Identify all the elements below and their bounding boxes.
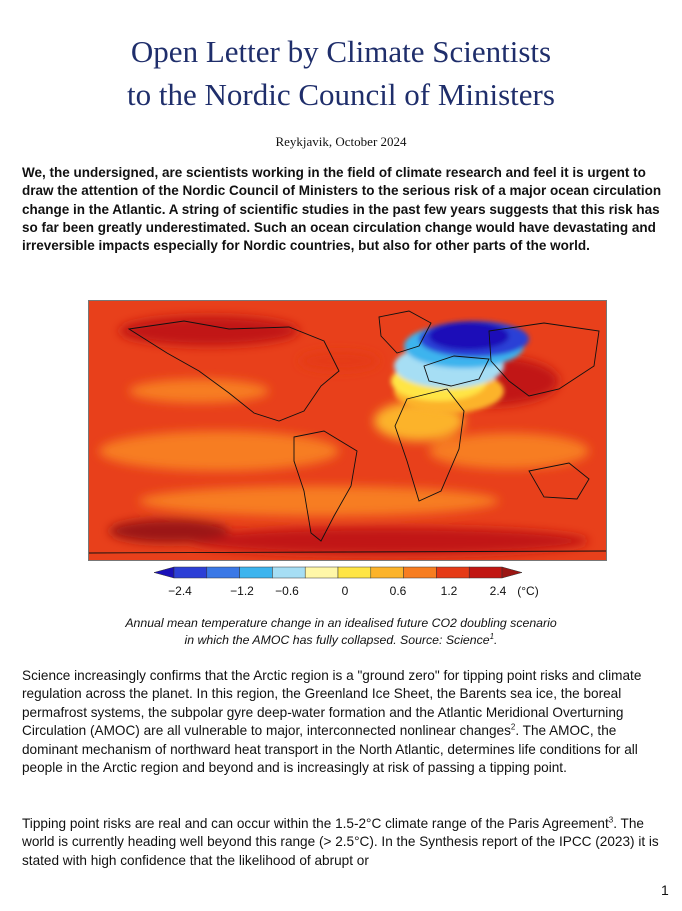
colorbar-tick-label: 0 xyxy=(341,584,349,598)
paragraph-1-text-cont: . The AMOC, the dominant mechanism of northward heat transport in the North Atlantic, determines life conditions for all people in the Arctic region and beyond and is increasingly at risk of passing a tipping point. xyxy=(22,723,638,776)
page-title xyxy=(0,30,682,116)
caption-footnote-ref[interactable]: 1 xyxy=(489,631,495,641)
colorbar-tick-label: −1.2 xyxy=(230,584,254,598)
dateline: Reykjavik, October 2024 xyxy=(275,134,407,149)
colorbar-tick-label: 0.6 xyxy=(389,584,407,598)
colorbar-unit-label: (°C) xyxy=(517,584,539,598)
paragraph-2-text-cont: . The world is currently heading well beyond this range (> 2.5°C). In the Synthesis report of the IPCC (2023) it is stated with high confidence that the likelihood of abrupt or xyxy=(22,816,659,868)
colorbar-swatch xyxy=(240,567,273,578)
caption-line-1: Annual mean temperature change in an idealised future CO2 doubling scenario xyxy=(125,616,557,630)
colorbar-swatch xyxy=(502,567,522,578)
paragraph-1-text: Science increasingly confirms that the Arctic region is a "ground zero" for tipping point risks and climate regulation across the planet. In this region, the Greenland Ice Sheet, the Barents sea ice, the boreal permafrost systems, the subpolar gyre deep-water formation and the Atlantic Meridional Overturning Circulation (AMOC) are all vulnerable to major, interconnected nonlinear changes xyxy=(22,668,642,739)
footnote-ref-3[interactable]: 3 xyxy=(608,815,614,825)
colorbar-swatch xyxy=(154,567,174,578)
caption-line-2-text: in which the AMOC has fully collapsed. Source: Science xyxy=(184,633,490,647)
colorbar-swatch xyxy=(174,567,207,578)
colorbar-swatch xyxy=(207,567,240,578)
caption-line-2-suffix: . xyxy=(494,633,498,647)
intro-paragraph: We, the undersigned, are scientists working in the field of climate research and feel it is urgent to draw the attention of the Nordic Council of Ministers to the serious risk of a major ocean circulation change in the Atlantic. A string of scientific studies in the past few years suggests that this risk has so far been greatly underestimated. Such an ocean circulation change would have devastating and irreversible impacts especially for Nordic countries, but also for other parts of the world. xyxy=(22,165,662,254)
colorbar-swatch xyxy=(305,567,338,578)
page-number: 1 xyxy=(661,882,669,898)
temperature-map-figure xyxy=(88,300,607,561)
caption-line-2 xyxy=(0,632,682,649)
colorbar xyxy=(152,565,552,605)
colorbar-swatch xyxy=(404,567,437,578)
paragraph-2-text: Tipping point risks are real and can occur within the 1.5-2°C climate range of the Paris Agreement xyxy=(22,816,609,831)
colorbar-tick-label: 2.4 xyxy=(489,584,507,598)
colorbar-tick-label: −2.4 xyxy=(168,584,192,598)
colorbar-tick-label: 1.2 xyxy=(440,584,458,598)
title-line-2: to the Nordic Council of Ministers xyxy=(127,77,555,112)
title-line-1: Open Letter by Climate Scientists xyxy=(130,34,552,69)
figure-caption xyxy=(0,615,682,649)
colorbar-swatch xyxy=(272,567,305,578)
colorbar-swatch xyxy=(338,567,371,578)
colorbar-tick-label: −0.6 xyxy=(275,584,299,598)
colorbar-swatch xyxy=(371,567,404,578)
colorbar-graphic xyxy=(152,565,552,605)
body-paragraph-1 xyxy=(22,667,667,777)
footnote-ref-2[interactable]: 2 xyxy=(510,722,516,732)
colorbar-swatch xyxy=(436,567,469,578)
temperature-map xyxy=(89,301,606,560)
colorbar-swatch xyxy=(469,567,502,578)
body-paragraph-2 xyxy=(22,815,667,870)
